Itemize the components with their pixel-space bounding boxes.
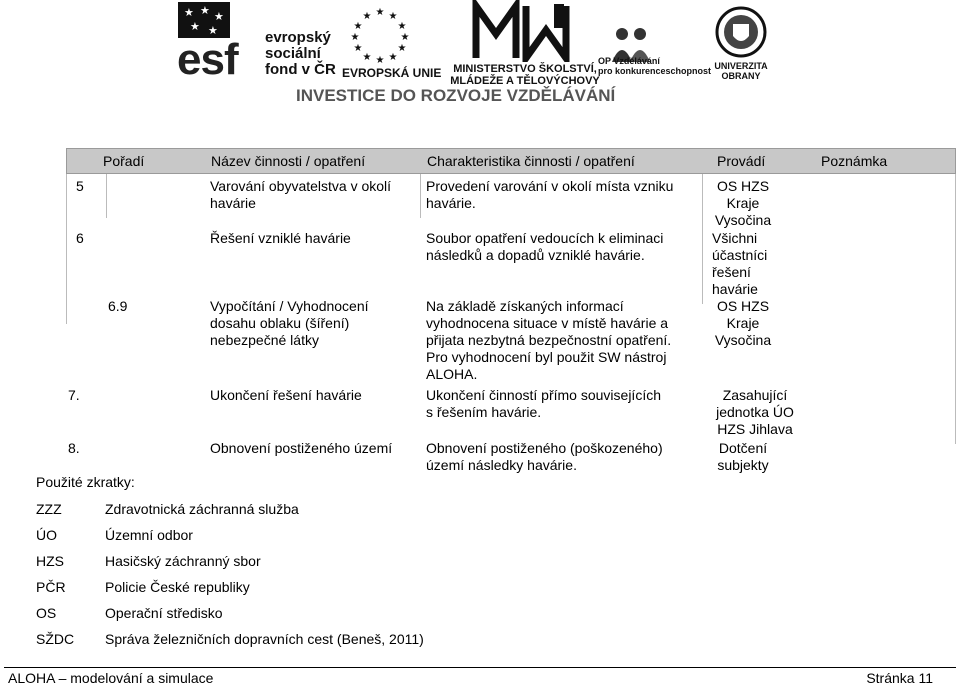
op-logo-text: OP Vzdělávání pro konkurenceschopnost [598,56,712,76]
svg-text:★: ★ [353,43,363,54]
svg-text:★: ★ [388,52,398,63]
svg-text:★: ★ [350,32,360,43]
msmt-logo [468,0,578,62]
row-name: Vypočítání / Vyhodnocení dosahu oblaku (šíření) nebezpečné látky [210,298,369,348]
header-performer: Provádí [717,153,766,169]
grid-line [106,174,107,218]
row-name: Ukončení řešení havárie [210,387,362,403]
svg-text:★: ★ [362,11,372,22]
row-name: Řešení vzniklé havárie [210,230,351,246]
activity-table [66,148,956,473]
row-order: 5 [76,178,84,194]
row-description: Obnovení postiženého (poškozeného) území následky havárie. [426,440,663,473]
abbreviation-key: ZZZ [36,501,62,517]
page-number: Stránka 11 [866,670,933,686]
row-description: Provedení varování v okolí místa vzniku havárie. [426,178,674,211]
abbreviation-key: PČR [36,579,66,595]
row-order: 6.9 [108,298,128,314]
abbreviation-value: Policie České republiky [105,579,250,595]
esf-flag-logo: ★ ★ ★ ★ ★ [178,2,230,74]
abbreviation-value: Hasičský záchranný sbor [105,553,261,569]
row-order: 8. [68,440,80,456]
svg-text:★: ★ [362,52,372,63]
abbreviation-value: Správa železničních dopravních cest (Beneš, 2011) [105,631,424,647]
footer-title: ALOHA – modelování a simulace [8,670,214,686]
row-description: Soubor opatření vedoucích k eliminaci následků a dopadů vzniklé havárie. [426,230,664,263]
footer-divider [4,667,956,668]
university-logo-text: UNIVERZITA OBRANY [714,61,768,81]
table-header [66,148,956,174]
svg-text:★: ★ [375,55,385,63]
row-name: Varování obyvatelstva v okolí havárie [210,178,392,211]
grid-line [66,174,67,324]
abbreviation-value: Zdravotnická záchranná služba [105,501,299,517]
row-performer: Dotčení subjekty [717,440,769,473]
abbreviation-value: Operační středisko [105,605,223,621]
abbreviation-key: HZS [36,553,64,569]
svg-text:★: ★ [397,21,407,32]
logo-header [0,0,959,115]
svg-text:★: ★ [375,7,385,18]
row-performer: Zasahující jednotka ÚO HZS Jihlava [716,387,794,437]
msmt-logo-text: MINISTERSTVO ŠKOLSTVÍ, MLÁDEŽE A TĚLOVÝCHOVY [450,63,600,87]
investice-slogan: INVESTICE DO ROZVOJE VZDĚLÁVÁNÍ [296,86,616,105]
svg-text:★: ★ [400,32,410,43]
row-description: Na základě získaných informací vyhodnocena situace v místě havárie a přijata nezbytná bezpečnostní opatření. Pro vyhodnocení byl použit SW nástroj ALOHA. [426,298,672,382]
eu-stars-logo [345,5,415,63]
svg-text:★: ★ [388,11,398,22]
row-performer: OS HZS Kraje Vysočina [714,178,772,228]
row-order: 6 [76,230,84,246]
row-description: Ukončení činností přímo souvisejících s řešením havárie. [426,387,661,420]
header-note: Poznámka [821,153,888,169]
header-order: Pořadí [103,153,145,169]
abbreviation-value: Územní odbor [105,527,193,543]
eu-logo-text: EVROPSKÁ UNIE [342,66,442,80]
svg-text:★: ★ [353,21,363,32]
svg-text:★: ★ [397,43,407,54]
esf-logo-text: esf [177,35,238,84]
grid-line [420,174,421,218]
header-description: Charakteristika činnosti / opatření [427,153,635,169]
university-crest-icon [715,6,767,58]
abbreviation-key: SŽDC [36,631,75,647]
esf-subtitle: evropský sociální fond v ČR [265,29,336,78]
abbreviations-title: Použité zkratky: [36,474,135,490]
grid-line [955,174,956,444]
header-name: Název činnosti / opatření [211,153,366,169]
row-order: 7. [68,387,80,403]
row-performer: Všichni účastníci řešení havárie [712,230,768,297]
abbreviation-key: OS [36,605,57,621]
row-performer: OS HZS Kraje Vysočina [714,298,772,348]
row-name: Obnovení postiženého území [210,440,393,456]
abbreviation-key: ÚO [36,527,57,543]
